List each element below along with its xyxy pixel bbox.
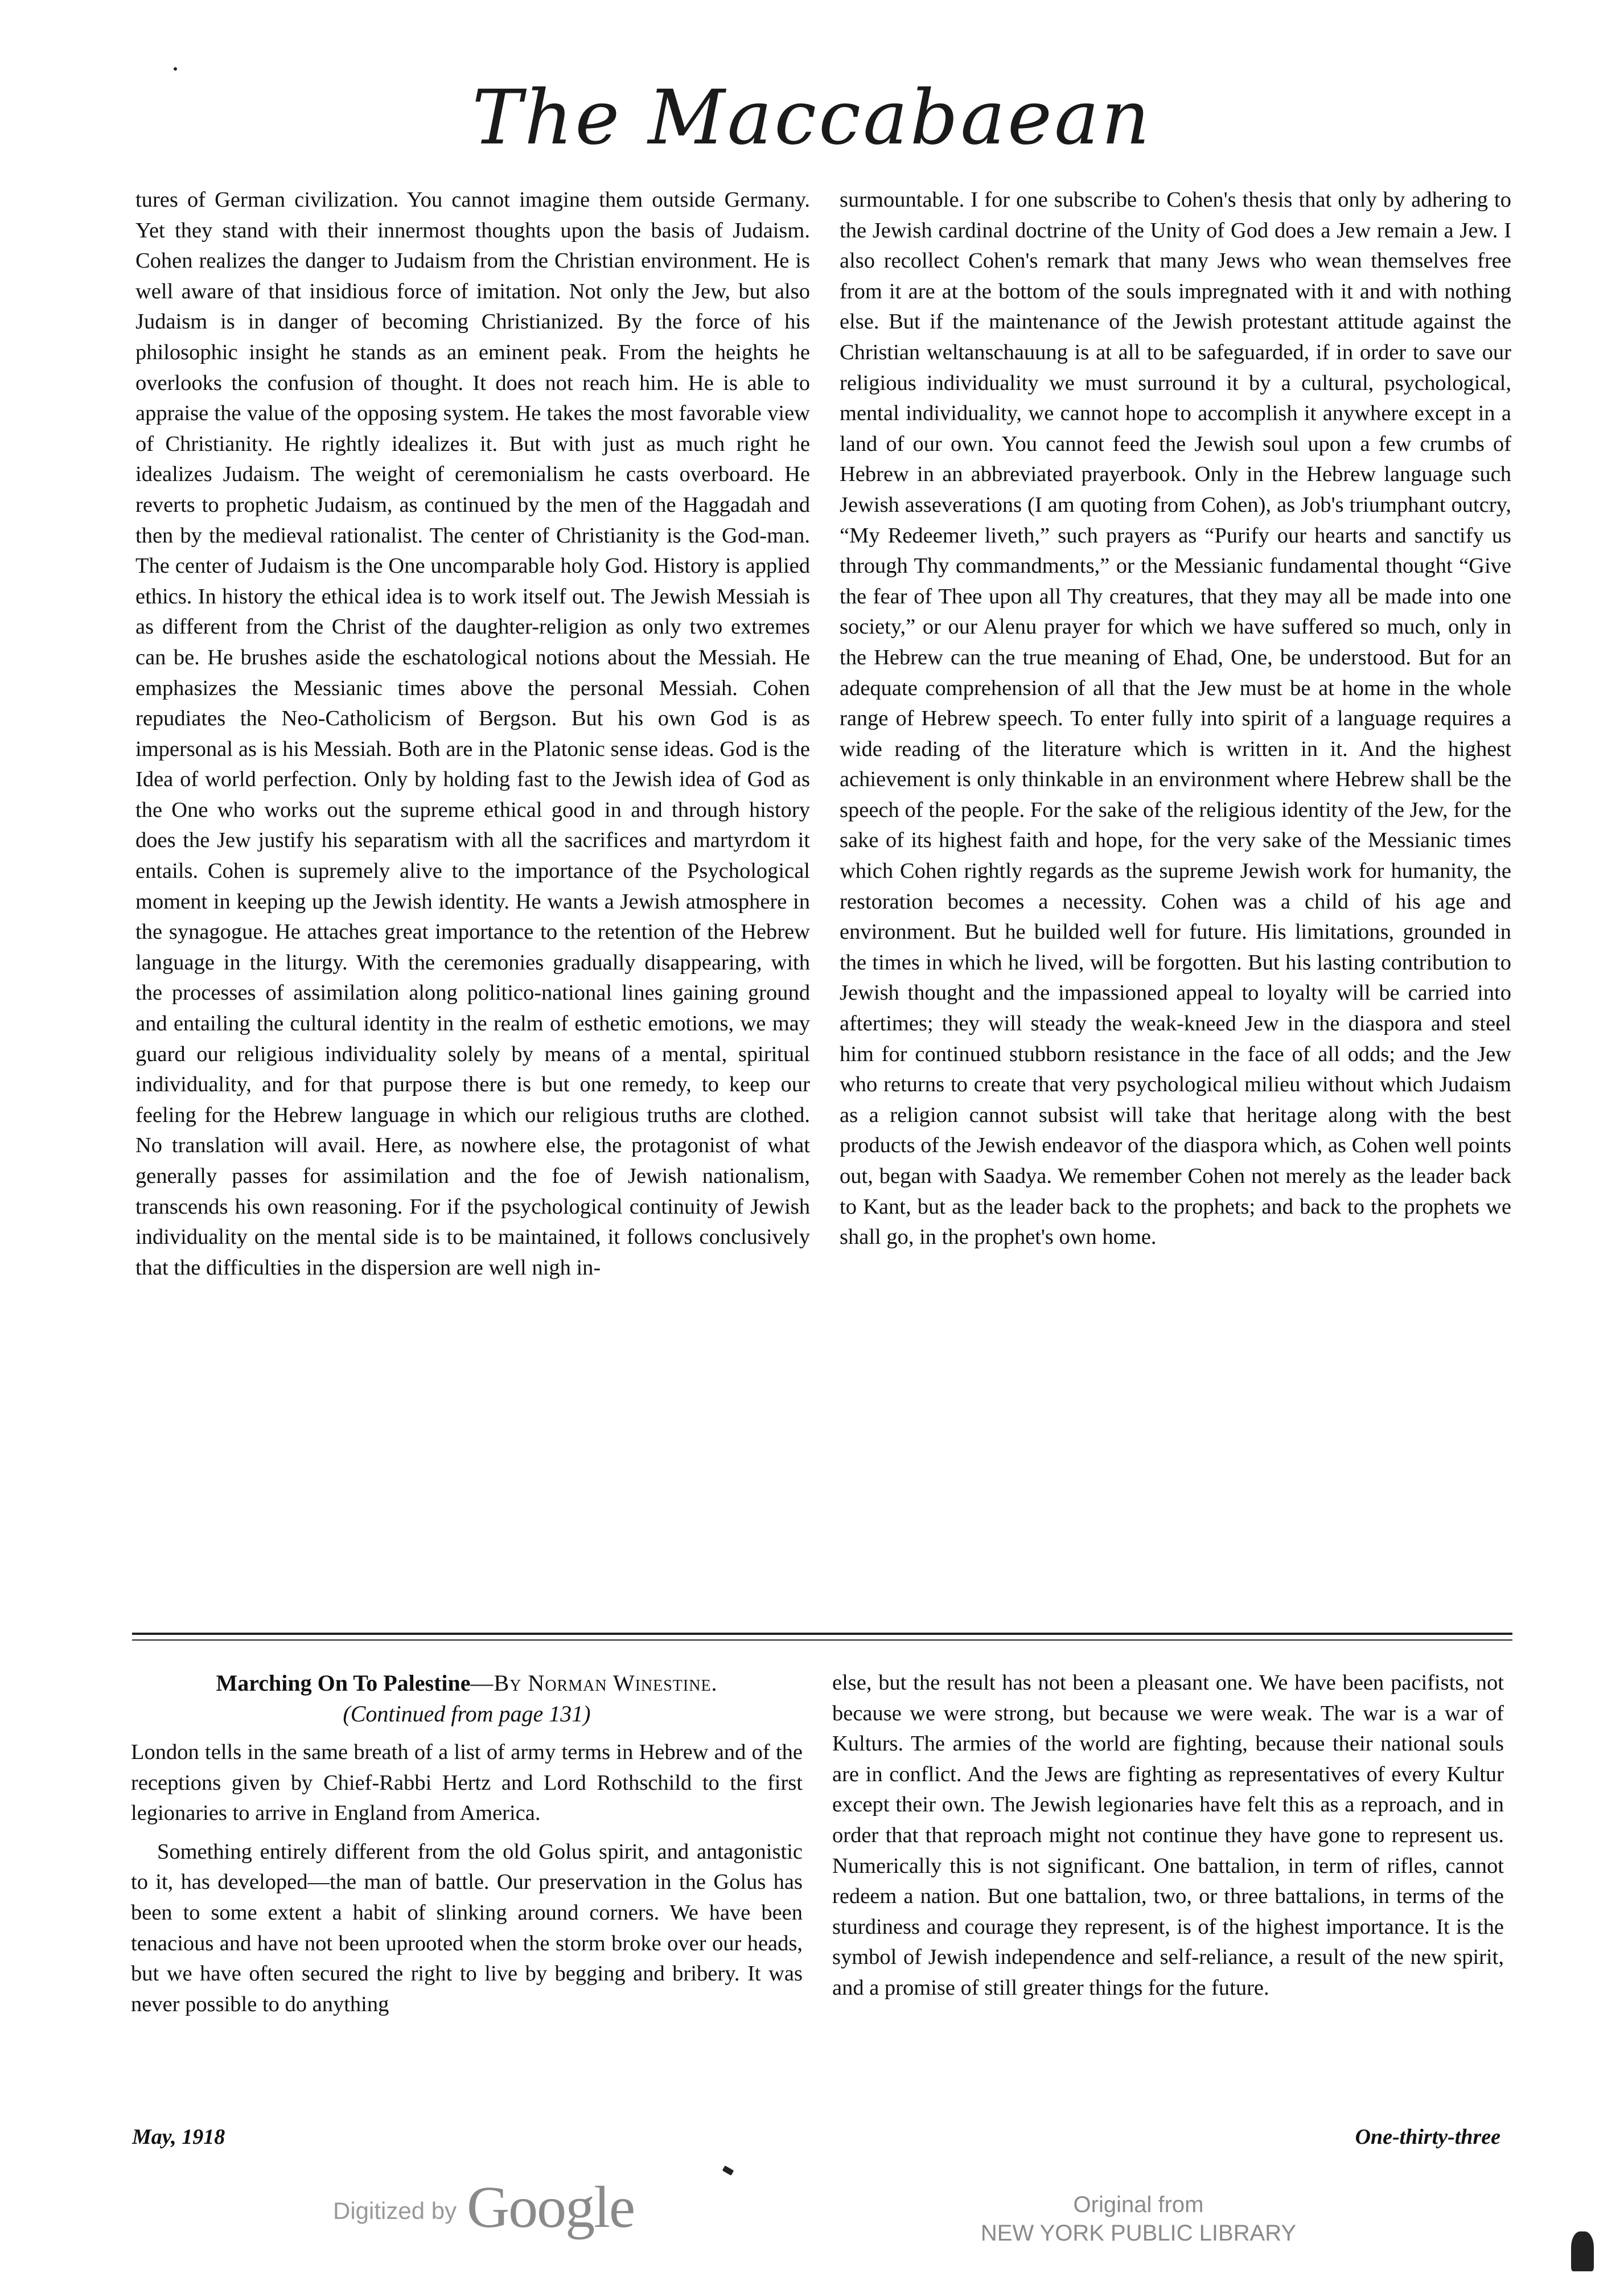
- article-paragraph: London tells in the same breath of a list of army terms in Hebrew and of the receptions given by Chief-Rabbi Hertz and Lord Rothschild to the first legionaries to arrive in England from America.: [131, 1740, 803, 1826]
- scan-speck: [722, 2165, 734, 2176]
- column-left-top: [135, 185, 810, 1283]
- article-title: Marching On To Palestine: [216, 1670, 471, 1696]
- continued-note: (Continued from page 131): [343, 1701, 591, 1727]
- body-paragraph: tures of German civilization. You cannot imagine them outside Germany. Yet they stand with their innermost thoughts upon the basis of Judaism. Cohen realizes the danger to Judaism from the Christian environment. He is well aware of that insidious force of imitation. Not only the Jew, but also Judaism is in danger of becoming Christianized. By the force of his philosophic insight he stands as an eminent peak. From the heights he overlooks the confusion of thought. It does not reach him. He is able to appraise the value of the opposing system. He takes the most favorable view of Christianity. He rightly idealizes it. But with just as much right he idealizes Judaism. The weight of ceremonialism he casts overboard. He reverts to prophetic Judaism, as continued by the men of the Haggadah and then by the medieval rationalist. The center of Christianity is the God-man. The center of Judaism is the One uncomparable holy God. History is applied ethics. In history the ethical idea is to work itself out. The Jewish Messiah is as different from the Christ of the daughter-religion as only two extremes can be. He brushes aside the eschatological notions about the Messiah. He emphasizes the Messianic times above the personal Messiah. Cohen repudiates the Neo-Catholicism of Bergson. But his own God is as impersonal as is his Messiah. Both are in the Platonic sense ideas. God is the Idea of world perfection. Only by holding fast to the Jewish idea of God as the One who works out the supreme ethical good in and through history does the Jew justify his separatism with all the sacrifices and martyrdom it entails. Cohen is supremely alive to the importance of the Psychological moment in keeping up the Jewish identity. He wants a Jewish atmosphere in the synagogue. He attaches great importance to the retention of the Hebrew language in the liturgy. With the ceremonies gradually disappearing, with the processes of assimilation along politico-national lines gaining ground and entailing the cultural identity in the realm of esthetic emotions, we may guard our religious individuality solely by means of a mental, spiritual individuality, and for that purpose there is but one remedy, to keep our feeling for the Hebrew language in which our religious truths are clothed. No translation will avail. Here, as nowhere else, the protagonist of what generally passes for assimilation and the foe of Jewish nationalism, transcends his own reasoning. For if the psychological continuity of Jewish individuality on the mental side is to be maintained, it follows conclusively that the difficulties in the dispersion are well nigh in-: [135, 188, 810, 1280]
- scan-speck: [1571, 2231, 1594, 2271]
- digitized-by-label: Digitized by: [333, 2197, 457, 2224]
- library-name: NEW YORK PUBLIC LIBRARY: [980, 2221, 1297, 2246]
- article-column-right: [832, 1668, 1504, 2004]
- column-right-top: [840, 185, 1511, 1253]
- article-paragraph: else, but the result has not been a pleasant one. We have been pacifists, not because we were strong, but because we were weak. The war is a war of Kulturs. The armies of the world are fighting, because their national souls are in conflict. And the Jews are fighting as representatives of every Kultur except their own. The Jewish legionaries have felt this as a reproach, and in order that that reproach might not continue they have gone to represent us. Numerically this is not significant. One battalion, in term of rifles, cannot redeem a nation. But one battalion, two, or three battalions, in terms of the sturdiness and courage they represent, is of the highest importance. It is the symbol of Jewish independence and self-reliance, a result of the new spirit, and a promise of still greater things for the future.: [832, 1671, 1504, 2000]
- footer-date: May, 1918: [132, 2125, 225, 2149]
- scan-speck: [174, 67, 177, 71]
- footer-page-number: One-thirty-three: [1355, 2125, 1500, 2149]
- article-paragraph: Something entirely different from the old Golus spirit, and antagonistic to it, has developed—the man of battle. Our preservation in the Golus has been to some extent a habit of slinking around corners. We have been tenacious and have not been uprooted when the storm broke over our heads, but we have often secured the right to live by begging and bribery. It was never possible to do anything: [131, 1839, 803, 2016]
- section-divider-thin: [132, 1639, 1512, 1641]
- article-column-left: [131, 1668, 803, 2020]
- masthead-title: The Maccabaean: [472, 74, 1152, 162]
- article-byline: —By Norman Winestine.: [470, 1670, 718, 1696]
- google-logo: Google: [467, 2175, 635, 2240]
- original-from-label: Original from: [1073, 2192, 1204, 2217]
- section-divider: [132, 1633, 1512, 1635]
- library-credit: [968, 2190, 1309, 2247]
- body-paragraph: surmountable. I for one subscribe to Cohen's thesis that only by adhering to the Jewish cardinal doctrine of the Unity of God does a Jew remain a Jew. I also recollect Cohen's remark that many Jews who wean themselves free from it are at the bottom of the souls impregnated with it and with nothing else. But if the maintenance of the Jewish protestant attitude against the Christian weltanschauung is at all to be safeguarded, if in order to save our religious individuality we must surround it by a cultural, psychological, mental individuality, we cannot hope to accomplish it anywhere except in a land of our own. You cannot feed the Jewish soul upon a few crumbs of Hebrew in an abbreviated prayerbook. Only in the Hebrew language such Jewish asseverations (I am quoting from Cohen), as Job's triumphant outcry, “My Redeemer liveth,” such prayers as “Purify our hearts and sanctify us through Thy commandments,” or the Messianic fundamental thought “Give the fear of Thee upon all Thy creatures, that they may all be made into one society,” or our Alenu prayer for which we have suffered so much, only in the Hebrew can the true meaning of Ehad, One, be understood. But for an adequate comprehension of all that the Jew must be at home in the whole range of Hebrew speech. To enter fully into spirit of a language requires a wide reading of the literature which is written in it. And the highest achievement is only thinkable in an environment where Hebrew shall be the speech of the people. For the sake of the religious identity of the Jew, for the sake of its highest faith and hope, for the very sake of the Messianic times which Cohen rightly regards as the supreme Jewish work for humanity, the restoration becomes a necessity. Cohen was a child of his age and environment. But he builded well for future. His limitations, grounded in the times in which he lived, will be forgotten. But his lasting contribution to Jewish thought and the impassioned appeal to loyalty will be carried into aftertimes; they will steady the weak-kneed Jew in the diaspora and steel him for continued stubborn resistance in the face of all odds; and the Jew who returns to create that very psychological milieu without which Judaism as a religion cannot subsist will take that heritage along with the best products of the Jewish endeavor of the diaspora which, as Cohen well points out, began with Saadya. We remember Cohen not merely as the leader back to Kant, but as the leader back to the prophets; and back to the prophets we shall go, in the prophet's own home.: [840, 188, 1511, 1250]
- article-heading: [131, 1668, 803, 1699]
